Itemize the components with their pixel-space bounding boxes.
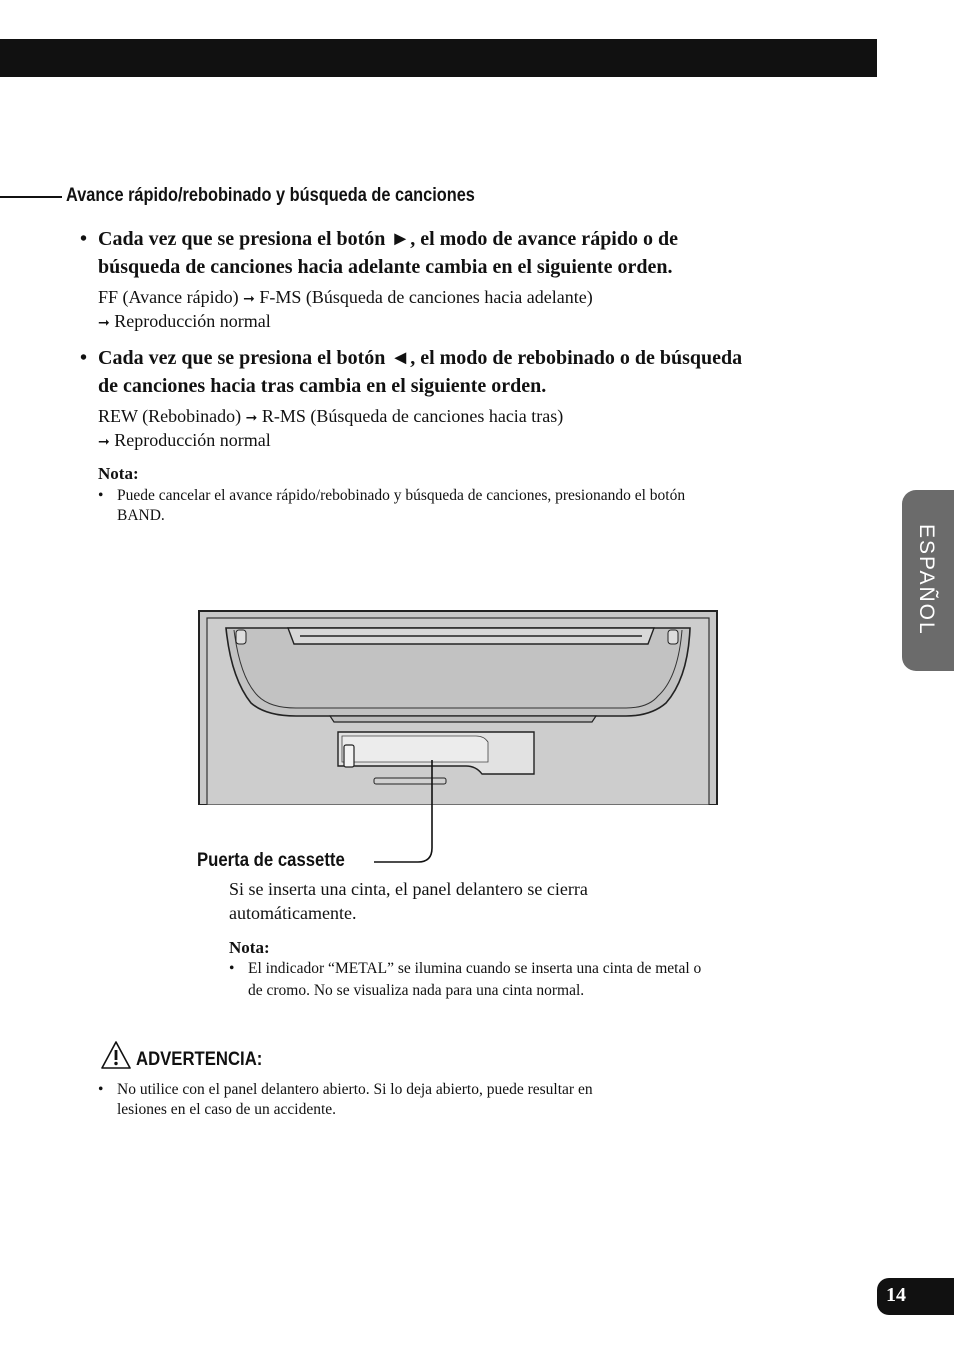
nota1-line2: BAND.: [117, 507, 165, 524]
sequence-step: Reproducción normal: [114, 311, 271, 331]
bullet1-sequence-line2: [98, 309, 271, 335]
bullet1-sequence-line1: [98, 285, 593, 311]
arrow-right-icon: ➞: [98, 434, 110, 450]
bullet2-line2: de canciones hacia tras cambia en el siguiente orden.: [98, 375, 547, 397]
nota-label: Nota:: [229, 938, 270, 957]
bullet2-line1: Cada vez que se presiona el botón ◄, el modo de rebobinado o de búsqueda: [98, 347, 743, 369]
callout-label: Puerta de cassette: [197, 850, 345, 871]
page-number: 14: [886, 1284, 906, 1306]
figure-description-line2: automáticamente.: [229, 903, 357, 923]
bullet1-line2: búsqueda de canciones hacia adelante cambia en el siguiente orden.: [98, 256, 673, 278]
arrow-right-icon: ➞: [245, 410, 258, 426]
bullet2-sequence-line2: [98, 428, 271, 454]
sequence-step: REW (Rebobinado): [98, 406, 242, 426]
nota2-line2: de cromo. No se visualiza nada para una cinta normal.: [248, 982, 585, 999]
warning-icon: [100, 1040, 132, 1070]
header-bar: [0, 39, 877, 77]
warning-line1: No utilice con el panel delantero abierto. Si lo deja abierto, puede resultar en: [117, 1081, 593, 1098]
nota-bullet: •: [98, 487, 104, 504]
language-tab-label: ESPAÑOL: [915, 524, 938, 636]
nota-bullet: •: [229, 960, 235, 977]
language-tab: [902, 490, 954, 671]
bullet-marker: •: [80, 347, 88, 369]
nota-label: Nota:: [98, 464, 139, 483]
arrow-right-icon: ➞: [98, 315, 110, 331]
section-rule: [0, 196, 62, 198]
figure-description-line1: Si se inserta una cinta, el panel delantero se cierra: [229, 879, 588, 899]
nota2-line1: El indicador “METAL” se ilumina cuando se inserta una cinta de metal o: [248, 960, 702, 977]
sequence-step: R-MS (Búsqueda de canciones hacia tras): [261, 406, 564, 426]
arrow-right-icon: ➞: [243, 291, 255, 307]
warning-bullet: •: [98, 1081, 104, 1098]
warning-line2: lesiones en el caso de un accidente.: [117, 1101, 337, 1118]
page-number-tab: [877, 1278, 954, 1315]
cassette-door-illustration: [196, 608, 722, 870]
sequence-step: Reproducción normal: [114, 430, 271, 450]
warning-label: ADVERTENCIA:: [136, 1049, 263, 1070]
bullet1-line1: Cada vez que se presiona el botón ►, el modo de avance rápido o de: [98, 228, 678, 250]
bullet-marker: •: [80, 228, 88, 250]
sequence-step: FF (Avance rápido): [98, 287, 239, 307]
sequence-step: F-MS (Búsqueda de canciones hacia adelante): [259, 287, 593, 307]
bullet2-sequence-line1: [98, 404, 563, 430]
nota1-line1: Puede cancelar el avance rápido/rebobinado y búsqueda de canciones, presionando el botón: [117, 487, 686, 504]
section-title: Avance rápido/rebobinado y búsqueda de canciones: [66, 185, 475, 206]
